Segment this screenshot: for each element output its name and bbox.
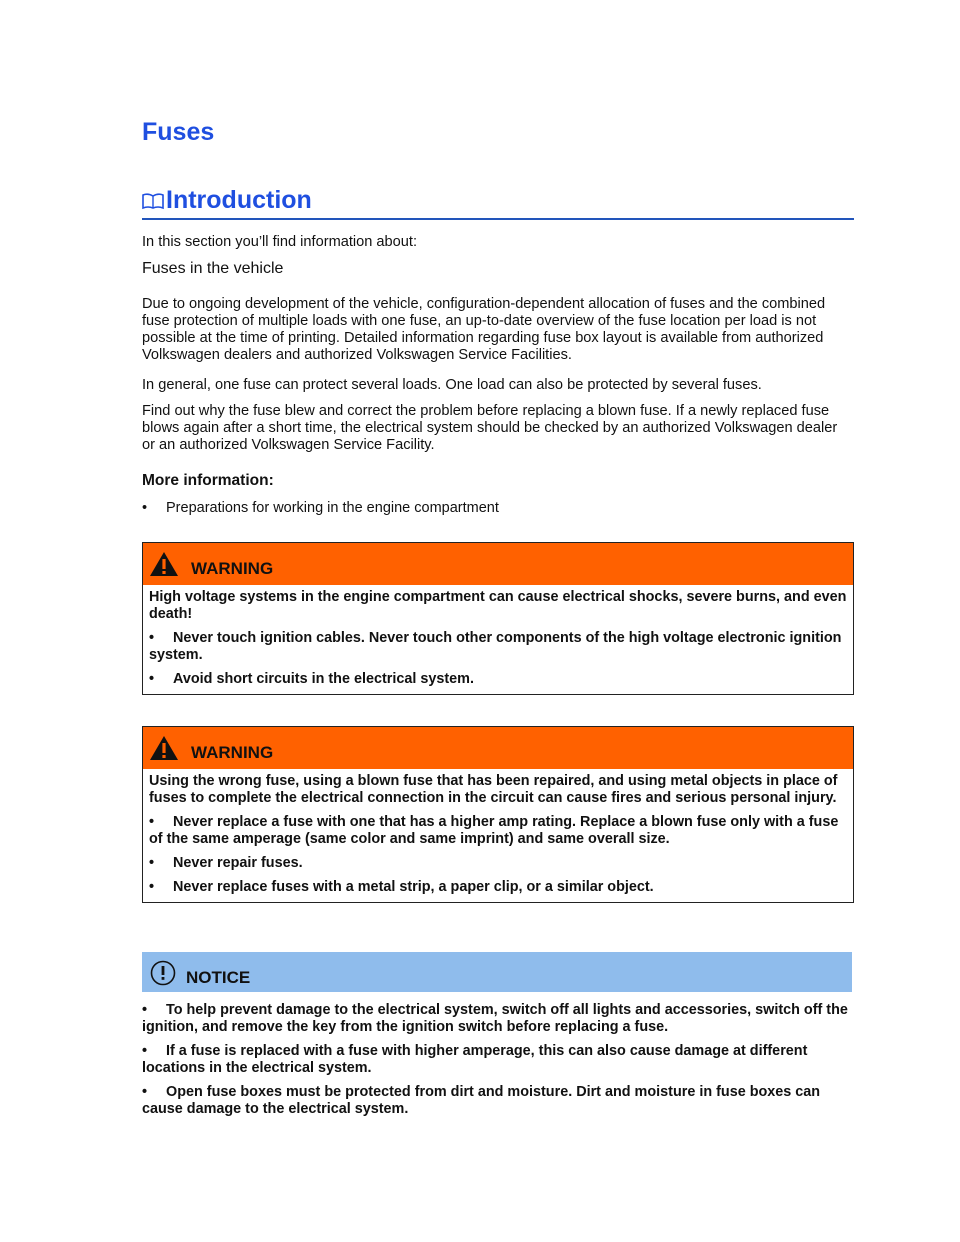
subhead: Fuses in the vehicle: [142, 260, 284, 277]
page-title: Fuses: [142, 118, 215, 146]
warning-header: [143, 727, 853, 769]
warning-label: WARNING: [191, 559, 274, 578]
warning-label: WARNING: [191, 743, 274, 762]
list-item: • Never replace fuses with a metal strip, a paper clip, or a similar object.: [149, 879, 654, 895]
section-title: Introduction: [166, 186, 312, 214]
paragraph: Find out why the fuse blew and correct the problem before replacing a blown fuse. If a newly replaced fuse blows again after a short time, the electrical system should be checked by an authorized Volkswagen dealer or an authorized Volkswagen Service Facility.: [142, 403, 838, 453]
warning-triangle-icon: [149, 735, 179, 761]
warning-header: [143, 543, 853, 585]
intro-lead: In this section you’ll find information about:: [142, 234, 418, 250]
list-item: • Never repair fuses.: [149, 855, 303, 871]
warning-triangle-icon: [149, 551, 179, 577]
notice-exclamation-icon: [150, 960, 176, 986]
list-item: • To help prevent damage to the electrical system, switch off all lights and accessories, switch off the ignition, and remove the key from the ignition switch before replacing a fuse.: [142, 1002, 848, 1035]
paragraph: In general, one fuse can protect several loads. One load can also be protected by several fuses.: [142, 377, 762, 393]
list-item: • Avoid short circuits in the electrical system.: [149, 671, 474, 687]
paragraph: Due to ongoing development of the vehicle, configuration-dependent allocation of fuses and the combined fuse protection of multiple loads with one fuse, an up-to-date overview of the fuse location per load is not possible at the time of printing. Detailed information regarding fuse box layout is available from authorized Volkswagen dealers and authorized Volkswagen Service Facilities.: [142, 296, 826, 363]
notice-header: [142, 952, 852, 992]
list-item: • Never touch ignition cables. Never touch other components of the high voltage electronic ignition system.: [149, 630, 842, 663]
notice-body: [142, 1002, 854, 1125]
link-text[interactable]: Preparations for working in the engine compartment: [166, 500, 499, 516]
list-item: • Never replace a fuse with one that has a higher amp rating. Replace a blown fuse only with a fuse of the same amperage (same color and same imprint) and same overall size.: [149, 814, 839, 847]
section-heading: [142, 186, 854, 220]
bullet: •: [142, 500, 148, 516]
list-item: • If a fuse is replaced with a fuse with higher amperage, this can also cause damage at different locations in the electrical system.: [142, 1043, 808, 1076]
more-info-label: More information:: [142, 472, 274, 489]
list-item: • Open fuse boxes must be protected from dirt and moisture. Dirt and moisture in fuse boxes can cause damage to the electrical system.: [142, 1084, 821, 1117]
notice-label: NOTICE: [186, 968, 251, 987]
warning-box: [142, 542, 854, 695]
warning-box: [142, 726, 854, 903]
warning-text: Using the wrong fuse, using a blown fuse that has been repaired, and using metal objects in place of fuses to complete the electrical connection in the circuit can cause fires and serious personal injury.: [149, 773, 838, 806]
warning-text: High voltage systems in the engine compartment can cause electrical shocks, severe burns, and even death!: [149, 589, 847, 622]
book-icon: [142, 192, 164, 210]
